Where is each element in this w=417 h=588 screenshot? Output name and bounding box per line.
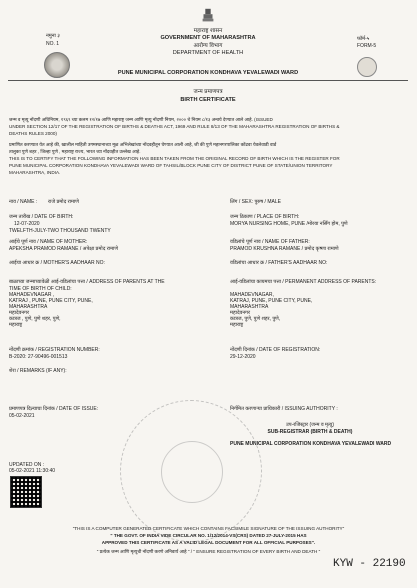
divider	[8, 80, 408, 81]
reg-no-label: नोंदणी क्रमांक / REGISTRATION NUMBER:	[9, 347, 100, 353]
perm-v4: महादेवनगर	[230, 310, 251, 316]
corp-footer: PUNE MUNICIPAL CORPORATION KONDHAVA YEVALEWADI WARD	[230, 441, 392, 447]
preamble-en4: PUNE MUNICIPAL CORPORATION KONDHAVA YEVALEWADI WARD OF TAHSIL/BLOCK PUNE CITY OF DISTRICT PUNE OF STATE/UNION TERRITORY	[9, 163, 333, 168]
issue-label: प्रमाणपत्र दिल्याचा दिनांक / DATE OF ISSUE:	[9, 406, 99, 412]
updated-label: UPDATED ON :	[9, 462, 45, 468]
form-left-mr: नमुना ३	[46, 33, 60, 39]
addr-time-label1: बाळाच्या जन्माच्यावेळी आई-वडिलांचा पत्ता / ADDRESS OF PARENTS AT THE	[9, 279, 165, 285]
name-label: नाव / NAME :	[9, 199, 38, 205]
footer-line1: "THIS IS A COMPUTER GENERATED CERTIFICATE WHICH CONTAINS FACSIMILE SIGNATURE OF THE ISSUING AUTHORITY"	[72, 526, 345, 531]
pob-value: MORYA NURSING HOME, PUNE /मोरया नर्सिंग होम, पुणे	[230, 221, 348, 227]
preamble-en5: MAHARASHTRA, INDIA.	[9, 170, 61, 175]
footer-line3: APPROVED THIS CERTIFICATE AS A VALID LEGAL DOCUMENT FOR ALL OFFICIAL PURPOSES".	[101, 540, 316, 545]
perm-v3: MAHARASHTRA	[230, 304, 269, 310]
mother-aadhaar-label: आईचा आधार क्र / MOTHER'S AADHAAR NO:	[9, 260, 105, 266]
father-label: वडिलांचे पूर्ण नाव / NAME OF FATHER:	[230, 239, 310, 245]
authority-label: निर्गमित करणाऱ्या प्राधिकारी / ISSUING AUTHORITY :	[230, 406, 338, 412]
addr-time-label2: TIME OF BIRTH OF CHILD:	[9, 286, 72, 292]
dept-mr: आरोग्य विभाग	[193, 43, 223, 49]
title-mr: जन्म प्रमाणपत्र	[193, 89, 223, 95]
corp-name: PUNE MUNICIPAL CORPORATION KONDHAVA YEVALEWADI WARD	[117, 70, 299, 76]
gov-en: GOVERNMENT OF MAHARASHTRA	[160, 35, 256, 41]
addr-time-v3: MAHARASHTRA	[9, 304, 48, 310]
remarks-label: शेरा / REMARKS (IF ANY):	[9, 368, 67, 374]
preamble-mr1: जन्म व मृत्यु नोंदणी अधिनियम, १९६९ च्या कलम १२/१७ आणि महाराष्ट्र जन्म आणि मृत्यु नोंदणी नियम, २००० चे नियम ८/१३ अन्वये देण्यात आले आहे. (ISSUED	[9, 117, 273, 122]
subreg-en: SUB-REGISTRAR (BIRTH & DEATH)	[267, 429, 353, 435]
reg-no-value: B-2020: 27-90496-001513	[9, 354, 68, 360]
preamble-en1: UNDER SECTION 12/17 OF THE REGISTRATION OF BIRTHS & DEATHS ACT, 1969 AND RULE 8/13 OF THE MAHARASHTRA REGISTRATION OF BIRTHS &	[9, 124, 340, 129]
addr-time-v2: KATRAJ , PUNE, PUNE CITY, PUNE,	[9, 298, 93, 304]
mother-label: आईचे पूर्ण नाव / NAME OF MOTHER:	[9, 239, 88, 245]
preamble-mr3: तालुका पुणे शहर , जिल्हा पुणे , महाराष्ट्र राज्य, भारत च्या नोंदवहीत उल्लेख आहे.	[9, 149, 141, 154]
addr-time-v6: महाराष्ट्र	[9, 322, 23, 328]
dob-words: TWELFTH-JULY-TWO THOUSAND TWENTY	[9, 228, 111, 234]
state-emblem-icon	[199, 7, 217, 25]
qr-code-icon	[10, 476, 42, 508]
perm-v1: MAHADEVNAGAR,	[230, 292, 274, 298]
name-value: राजे प्रमोद रामाणे	[48, 199, 79, 205]
addr-time-v4: महादेवनगर	[9, 310, 30, 316]
preamble-en3: THIS IS TO CERTIFY THAT THE FOLLOWING INFORMATION HAS BEEN TAKEN FROM THE ORIGINAL RECORD OF BIRTH WHICH IS THE REGISTER FOR	[9, 156, 340, 161]
addr-time-v5: कात्रज , पुणे, पुणे शहर, पुणे,	[9, 316, 61, 322]
dept-en: DEPARTMENT OF HEALTH	[172, 50, 244, 56]
issue-value: 05-02-2021	[9, 413, 35, 419]
updated-value: 05-02-2021 11:30:40	[9, 468, 56, 474]
perm-v5: कात्रज, पुणे, पुणे शहर, पुणे,	[230, 316, 281, 322]
perm-v2: KATRAJ, PUNE, PUNE CITY, PUNE,	[230, 298, 313, 304]
sex-label: लिंग / SEX: पुरुष / MALE	[230, 199, 281, 205]
father-aadhaar-label: वडिलांचा आधार क्र / FATHER'S AADHAAR NO:	[230, 260, 328, 266]
perm-v6: महाराष्ट्र	[230, 322, 244, 328]
reg-date-label: नोंदणी दिनांक / DATE OF REGISTRATION:	[230, 347, 321, 353]
addr-time-v1: MAHADEVNAGAR ,	[9, 292, 55, 298]
dob-label: जन्म तारीख / DATE OF BIRTH:	[9, 214, 74, 220]
preamble-en2: DEATHS RULES 2000)	[9, 131, 57, 136]
father-value: PRAMOD KRUSHNA RAMANE / प्रमोद कृष्णा रामाणे	[230, 246, 339, 252]
dob-value: 12-07-2020	[14, 221, 40, 227]
perm-label: आई-वडिलांचा कायमचा पत्ता / PERMANENT ADDRESS OF PARENTS:	[230, 279, 377, 285]
preamble-mr2: प्रमाणित करण्यात येत आहे की, खालील माहिती उगमस्थानाच्या मूळ अभिलेखांच्या नोंदवहीतून घेण्यात आली आहे, जी की पुणे महानगरपालिका कोंढवा येवलेवाडी वार्ड	[9, 142, 277, 147]
form-left-en: NO. 1	[46, 41, 60, 47]
form-right-mr: फॉर्म-५	[357, 36, 370, 42]
mother-value: APEKSHA PRAMOD RAMANE / अपेक्षा प्रमोद रामाणे	[9, 246, 118, 252]
reg-date-value: 29-12-2020	[230, 354, 256, 360]
footer-line2: " THE GOVT. OF INDIA VIDE CIRCULAR NO. 1/12/2014-VS(CRS) DATED 27-JULY-2015 HAS	[110, 533, 307, 538]
official-seal-watermark	[120, 400, 262, 542]
gov-mr: महाराष्ट्र शासन	[193, 28, 223, 34]
pob-label: जन्म ठिकाण / PLACE OF BIRTH:	[230, 214, 300, 220]
page-title: BIRTH CERTIFICATE	[180, 97, 236, 103]
stamp-number: KYW - 22190	[333, 558, 406, 570]
subreg-mr: उप-रजिस्ट्रार (जन्म व मृत्यु)	[285, 422, 334, 428]
footer-line4: " प्रत्येक जन्म आणि मृत्यूची नोंदणी करणे अनिवार्य आहे " / " ENSURE REGISTRATION OF EVERY BIRTH AND DEATH "	[96, 549, 321, 554]
form-right-en: FORM-5	[357, 43, 377, 49]
seal-icon	[357, 57, 377, 77]
